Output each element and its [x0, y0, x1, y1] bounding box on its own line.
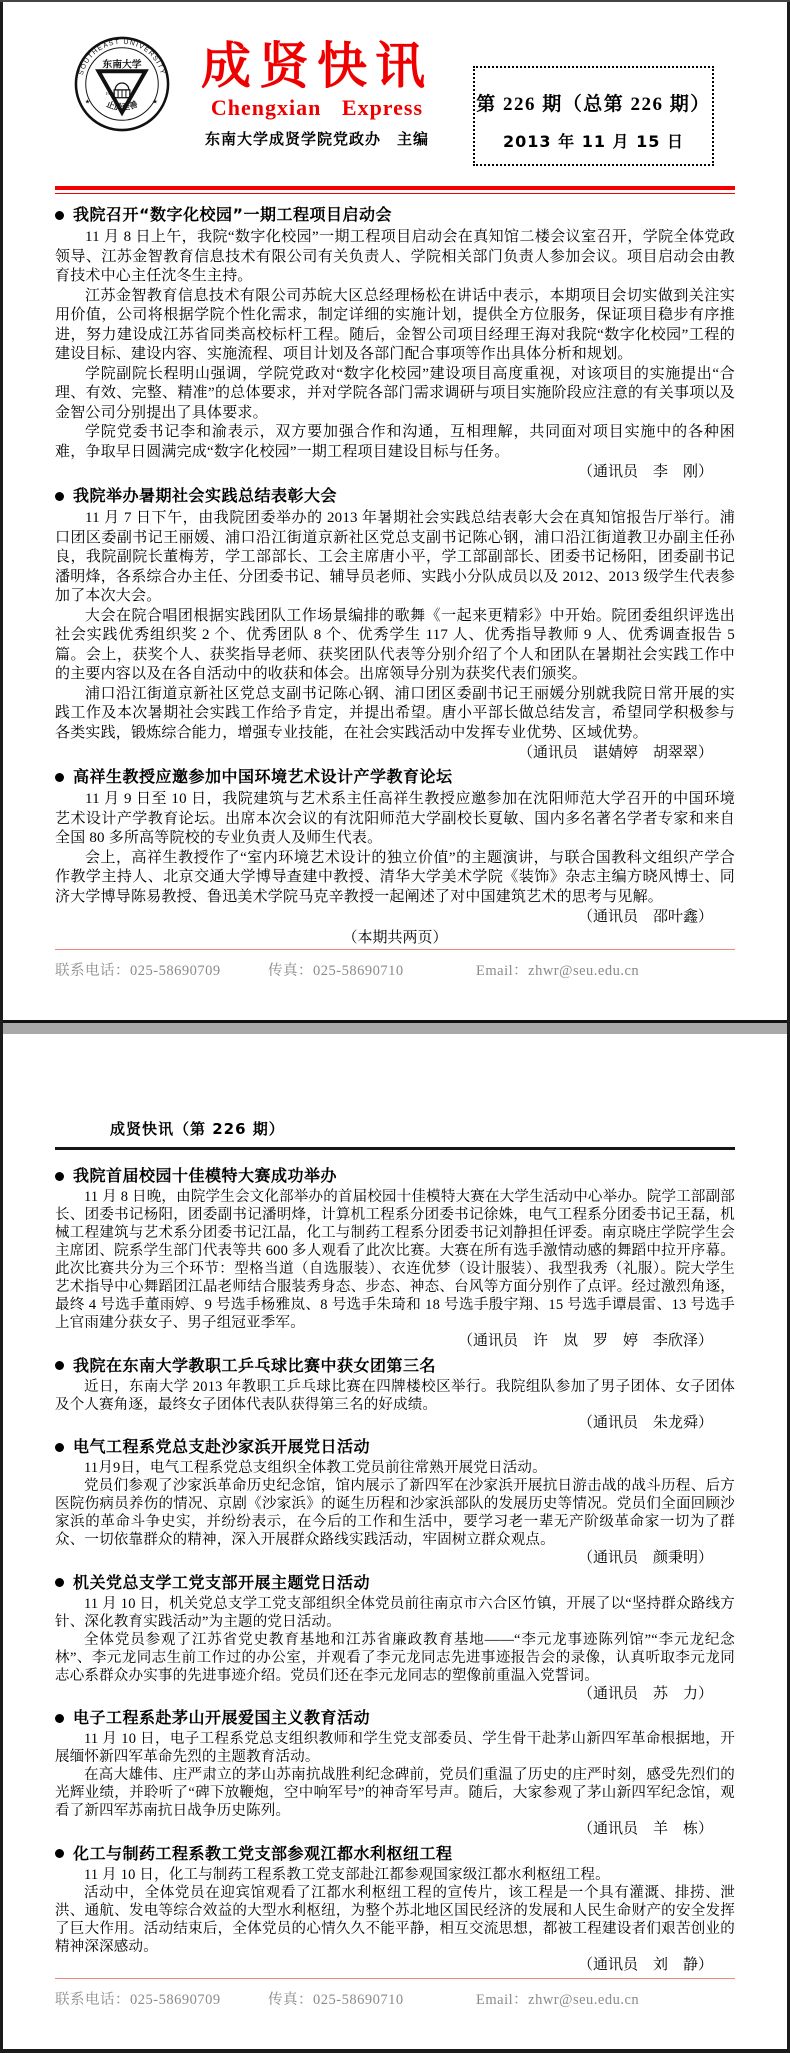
- logo-center-text: 东南大学: [102, 59, 142, 71]
- paragraph: 学院副院长程明山强调，学院党政对“数字化校园”建设项目高度重视，对该项目的实施提出“合理、有效、完整、精准”的总体要求，并对学院各部门需求调研与项目实施阶段应注意的有关事项以及金智公司分别提出了具体要求。: [55, 365, 735, 421]
- bullet-icon: [55, 1714, 64, 1723]
- article-title-text: 我院首届校园十佳模特大赛成功举办: [73, 1166, 338, 1185]
- publisher-line: 东南大学成贤学院党政办 主编: [204, 130, 429, 148]
- page1-footer: [55, 949, 735, 980]
- article: [55, 1573, 735, 1704]
- masthead-red-rule: [55, 186, 735, 194]
- logo-bottom-text: 止於至善: [105, 99, 139, 113]
- issue-info-box: [473, 66, 714, 166]
- svg-text:★: ★: [84, 99, 91, 106]
- page-2: [3, 1034, 787, 2049]
- article: [55, 1708, 735, 1839]
- page-1: [3, 2, 787, 1020]
- paragraph: 江苏金智教育信息技术有限公司苏皖大区总经理杨松在讲话中表示，本期项目会切实做到关注实用价值，公司将根据学院个性化需求，制定详细的实施计划，提供全方位服务，保证项目稳步有序推进，努力建设成江苏省同类高校标杆工程。随后，金智公司项目经理王海对我院“数字化校园”工程的建设目标、建设内容、实施流程、项目计划及各部门配合事项等作出具体分析和规划。: [55, 287, 735, 362]
- byline: （通讯员 苏 力）: [577, 1685, 713, 1702]
- article-title: [55, 205, 735, 225]
- paragraph: 浦口沿江街道京新社区党总支副书记陈心钢、浦口团区委副书记王丽媛分别就我院日常开展的实践工作及本次暑期社会实践工作给予肯定，并提出希望。唐小平部长做总结发言，希望同学积极参与各类实践，锻炼综合能力，增强专业技能，在社会实践活动中发挥专业优势、区域优势。: [55, 685, 735, 741]
- svg-text:止於至善: [105, 99, 140, 113]
- footer-phone: 联系电话：025-58690709: [55, 963, 221, 979]
- newsletter-title-chinese: 成贤快讯: [201, 36, 433, 95]
- article-title-text: 高祥生教授应邀参加中国环境艺术设计产学教育论坛: [73, 767, 453, 786]
- paragraph: 11 月 10 日，电子工程系党总支组织教师和学生党支部委员、学生骨干赴茅山新四军革命根据地，开展缅怀新四军革命先烈的主题教育活动。: [55, 1731, 735, 1765]
- bullet-icon: [55, 211, 64, 220]
- footer-email: Email：zhwr@seu.edu.cn: [476, 1992, 640, 2008]
- bullet-icon: [55, 1443, 64, 1452]
- article-title: [55, 1356, 735, 1376]
- page-count-note: （本期共两页）: [342, 930, 448, 946]
- article-title-text: 化工与制药工程系教工党支部参观江都水利枢纽工程: [73, 1843, 453, 1863]
- paragraph: 11 月 8 日晚，由院学生会文化部举办的首届校园十佳模特大赛在大学生活动中心举办。院学工部副部长、团委书记杨阳，团委副书记潘明烽，计算机工程系分团委书记徐姝，电气工程系分团委书记王磊，机械工程建筑与艺术系分团委书记江晶，化工与制药工程系分团委书记刘静担任评委。南京晓庄学院学生会主席团、院系学生部门代表等共 600 多人观看了此次比赛。大赛在所有选手激情动感的舞蹈中拉开序幕。此次比赛共分为三个环节：型格当道（自选服装）、衣连优梦（设计服装）、我型我秀（礼服）。院大学生艺术指导中心舞蹈团江晶老师结合服装秀身态、步态、神态、台风等方面分别作了点评。经过激烈角逐，最终 4 号选手董雨婷、9 号选手杨雅岚、8 号选手朱琦和 18 号选手殷宇翔、15 号选手谭晨雷、13 号选手上官雨建分获女子、男子组冠亚季军。: [55, 1189, 735, 1331]
- svg-text:★: ★: [152, 99, 158, 106]
- footer-email: Email：zhwr@seu.edu.cn: [476, 963, 640, 979]
- masthead-title-block: [181, 37, 453, 148]
- bullet-icon: [55, 1849, 64, 1858]
- paragraph: 近日，东南大学 2013 年教职工乒乓球比赛在四牌楼校区举行。我院组队参加了男子团体、女子团体及个人赛角逐，最终女子团体代表队获得第三名的好成绩。: [55, 1378, 735, 1413]
- article-title-text: 机关党总支学工党支部开展主题党日活动: [73, 1572, 371, 1592]
- byline: （通讯员 羊 栋）: [577, 1821, 713, 1837]
- article: [55, 1437, 735, 1568]
- byline: （通讯员 朱龙舜）: [577, 1414, 713, 1431]
- newsletter-title-english: Chengxian Express: [210, 95, 424, 120]
- page2-footer: [55, 1978, 735, 2009]
- paragraph: 11 月 9 日至 10 日，我院建筑与艺术系主任高祥生教授应邀参加在沈阳师范大学召开的中国环境艺术设计产学教育论坛。出席本次会议的有沈阳师范大学副校长夏敏、国内多名著名学者专家和来自全国 80 多所高等院校的专业负责人及师生代表。: [55, 791, 735, 846]
- article-title: [55, 1844, 735, 1864]
- byline: （通讯员 刘 静）: [577, 1956, 713, 1973]
- article: [55, 1356, 735, 1433]
- paragraph: 全体党员参观了江苏省党史教育基地和江苏省廉政教育基地——“李元龙事迹陈列馆”“李元龙纪念林”、李元龙同志生前工作过的办公室，并观看了李元龙同志先进事迹报告会的录像，认真听取李元龙同志心系群众办实事的先进事迹介绍。党员们还在李元龙同志的塑像前重温入党誓词。: [55, 1631, 735, 1684]
- issue-date: 2013 年 11 月 15 日: [503, 132, 684, 151]
- paragraph: 11 月 7 日下午，由我院团委举办的 2013 年暑期社会实践总结表彰大会在真知馆报告厅举行。浦口团区委副书记王丽媛、浦口沿江街道京新社区党总支副书记陈心钢，浦口沿江街道教卫办副主任孙良，我院副院长董梅芳，学工部部长、工会主席唐小平，学工部副部长、团委书记杨阳，团委副书记潘明烽，各系综合办主任、分团委书记、辅导员老师、实践小分队成员以及 2012、2013 级学生代表参加了本次大会。: [55, 510, 735, 604]
- article-title: [55, 1708, 735, 1728]
- article: [55, 1166, 735, 1351]
- paragraph: 11 月 8 日上午，我院“数字化校园”一期工程项目启动会在真知馆二楼会议室召开，学院全体党政领导、江苏金智教育信息技术有限公司有关负责人、学院相关部门负责人参加会议。项目启动会由教育技术中心主任沈冬生主持。: [55, 229, 735, 284]
- paragraph: 大会在院合唱团根据实践团队工作场景编排的歌舞《一起来更精彩》中开始。院团委组织评选出社会实践优秀组织奖 2 个、优秀团队 8 个、优秀学生 117 人、优秀指导教师 9 人、优秀调查报告 5 篇。会上，获奖个人、获奖指导老师、获奖团队代表等分别介绍了个人和团队在暑期社会实践工作中的主要内容以及在各自活动中的收获和体会。出席领导分别为获奖代表们颁奖。: [55, 607, 735, 682]
- article-title-text: 我院举办暑期社会实践总结表彰大会: [73, 486, 338, 505]
- masthead: [55, 35, 735, 170]
- article: [55, 1844, 735, 1975]
- paragraph: 11 月 10 日，机关党总支学工党支部组织全体党员前往南京市六合区竹镇，开展了以“坚持群众路线方针、深化教育实践活动”为主题的党日活动。: [55, 1595, 735, 1630]
- byline: （通讯员 邵叶鑫）: [577, 909, 713, 925]
- footer-fax: 传真：025-58690710: [268, 1992, 404, 2008]
- issue-number: 第 226 期（总第 226 期）: [476, 94, 711, 115]
- scan-edge-bottom: [0, 2049, 790, 2053]
- article-title-text: 我院召开“数字化校园”一期工程项目启动会: [73, 205, 393, 224]
- byline: （通讯员 许 岚 罗 婷 李欣泽）: [457, 1333, 713, 1349]
- paragraph: 在高大雄伟、庄严肃立的茅山苏南抗战胜利纪念碑前，党员们重温了历史的庄严时刻，感受先烈们的光辉业绩，并聆听了“碑下放鞭炮，空中响军号”的神奇军号声。随后，大家参观了茅山新四军纪念馆，观看了新四军苏南抗日战争历史陈列。: [55, 1767, 735, 1819]
- paragraph: 活动中，全体党员在迎宾馆观看了江都水利枢纽工程的宣传片，该工程是一个具有灌溉、排捞、泄洪、通航、发电等综合效益的大型水利枢纽，为整个苏北地区国民经济的发展和人民生命财产的安全发挥了巨大作用。活动结束后，全体党员的心情久久不能平静，相互交流思想，都被工程建设者们艰苦创业的精神深深感动。: [55, 1884, 735, 1955]
- article-title-text: 电子工程系赴茅山开展爱国主义教育活动: [73, 1708, 371, 1727]
- footer-phone: 联系电话：025-58690709: [55, 1992, 221, 2008]
- paragraph: 11 月 10 日，化工与制药工程系教工党支部赴江都参观国家级江都水利枢纽工程。: [84, 1866, 610, 1883]
- bullet-icon: [55, 1172, 64, 1181]
- paragraph: 会上，高祥生教授作了“室内环境艺术设计的独立价值”的主题演讲，与联合国教科文组织产学合作教学主持人、北京交通大学博导查建中教授、清华大学美术学院《装饰》杂志主编方晓风博士、同济大学博导陈易教授、鲁迅美术学院马克辛教授一起阐述了对中国建筑艺术的思考与见解。: [55, 849, 735, 905]
- paragraph: 党员们参观了沙家浜革命历史纪念馆，馆内展示了新四军在沙家浜开展抗日游击战的战斗历程、后方医院伤病员养伤的情况、京剧《沙家浜》的诞生历程和沙家浜部队的发展历史等情况。党员们全面回顾沙家浜的革命斗争史实，并纷纷表示，在今后的工作和生活中，要学习老一辈无产阶级革命家一切为了群众、一切依靠群众的精神，深入开展群众路线实践活动，牢固树立群众观点。: [55, 1478, 735, 1548]
- bullet-icon: [55, 492, 64, 501]
- bullet-icon: [55, 1578, 64, 1587]
- bullet-icon: [55, 1361, 64, 1370]
- bullet-icon: [55, 773, 64, 782]
- paragraph: 11月9日，电气工程系党总支组织全体教工党员前往常熟开展党日活动。: [84, 1460, 547, 1476]
- byline: （通讯员 李 刚）: [577, 464, 713, 480]
- article: [55, 205, 735, 482]
- logo-year: 1902: [105, 90, 115, 96]
- article-title-text: 我院在东南大学教职工乒乓球比赛中获女团第三名: [73, 1355, 437, 1375]
- article-title: [55, 1573, 735, 1593]
- paragraph: 学院党委书记李和渝表示，双方要加强合作和沟通，互相理解，共同面对项目实施中的各种困难，争取早日圆满完成“数字化校园”一期工程项目建设目标与任务。: [55, 424, 735, 460]
- article: [55, 767, 735, 927]
- article-title: [55, 1437, 735, 1457]
- southeast-university-seal-logo: [73, 35, 171, 133]
- byline: （通讯员 谌婧婷 胡翠翠）: [517, 745, 713, 761]
- running-header-rule: [55, 1147, 735, 1150]
- article-title-text: 电气工程系党总支赴沙家浜开展党日活动: [73, 1437, 371, 1456]
- byline: （通讯员 颜秉明）: [577, 1550, 713, 1566]
- running-header: 成贤快讯（第 226 期）: [110, 1120, 285, 1138]
- logo-ring-text: SOUTHEAST UNIVERSITY: [77, 38, 167, 76]
- footer-fax: 传真：025-58690710: [268, 963, 404, 979]
- article-title: [55, 1166, 735, 1186]
- article: [55, 486, 735, 763]
- article-title: [55, 486, 735, 506]
- article-title: [55, 767, 735, 787]
